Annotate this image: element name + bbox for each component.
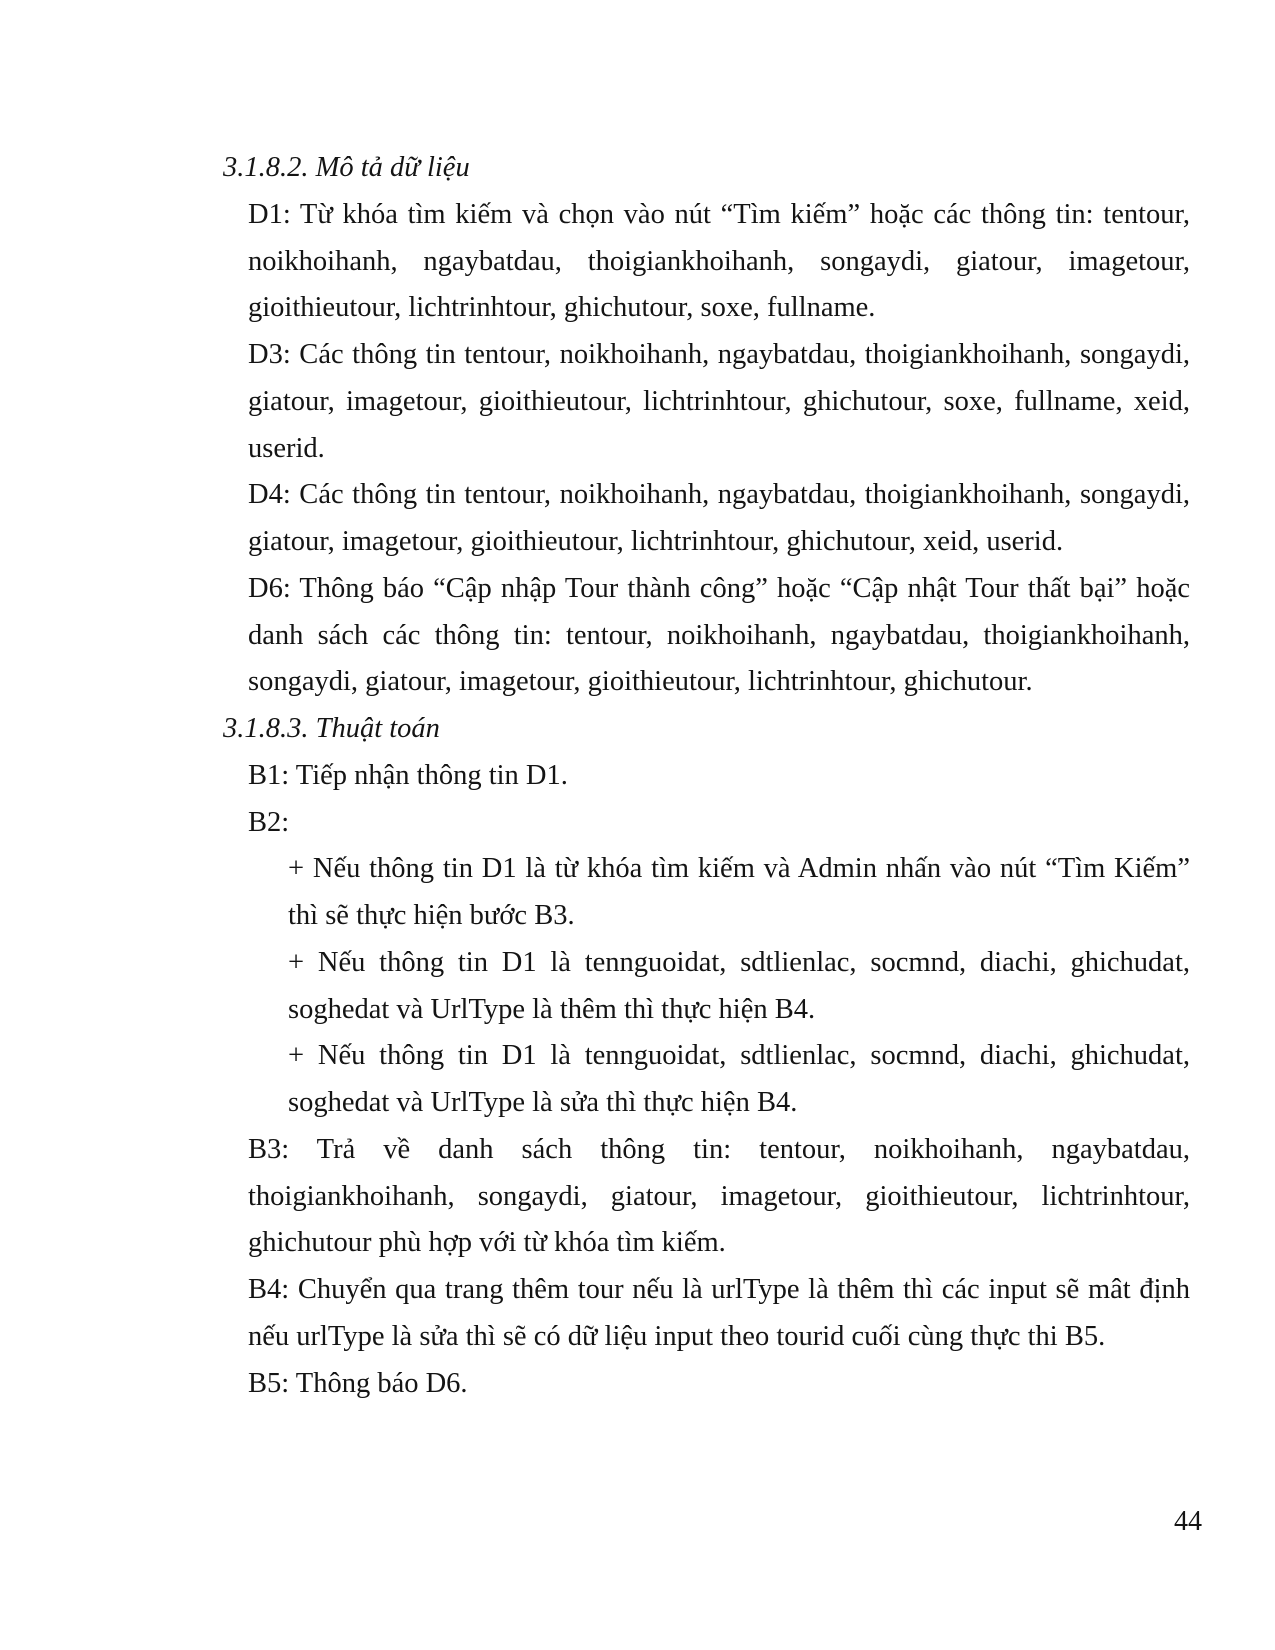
paragraph-d6: D6: Thông báo “Cập nhập Tour thành công” hoặc “Cập nhật Tour thất bại” hoặc danh sách các thông tin: tentour, noikhoihanh, ngaybatdau, thoigiankhoihanh, songaydi, giatour, imagetour, gioithieutour, lichtrinhtour, ghichutour. xyxy=(248,572,1190,698)
bullet-b2-search: + Nếu thông tin D1 là từ khóa tìm kiếm và Admin nhấn vào nút “Tìm Kiếm” thì sẽ thực hiện bước B3. xyxy=(288,853,1190,931)
paragraph-d1: D1: Từ khóa tìm kiếm và chọn vào nút “Tìm kiếm” hoặc các thông tin: tentour, noikhoihanh, ngaybatdau, thoigiankhoihanh, songaydi, giatour, imagetour, gioithieutour, lichtrinhtour, ghichutour, soxe, fullname. xyxy=(248,198,1190,324)
document-content xyxy=(223,145,1190,1407)
page-number: 44 xyxy=(1174,1506,1202,1537)
paragraph-d3: D3: Các thông tin tentour, noikhoihanh, ngaybatdau, thoigiankhoihanh, songaydi, giatour, imagetour, gioithieutour, lichtrinhtour, ghichutour, soxe, fullname, xeid, userid. xyxy=(248,339,1190,464)
paragraph-b4: B4: Chuyển qua trang thêm tour nếu là urlType là thêm thì các input sẽ mât định nếu urlType là sửa thì sẽ có dữ liệu input theo tourid cuối cùng thực thi B5. xyxy=(248,1274,1190,1352)
section-heading-3-1-8-3: 3.1.8.3. Thuật toán xyxy=(223,713,440,744)
bullet-b2-add: + Nếu thông tin D1 là tennguoidat, sdtlienlac, socmnd, diachi, ghichudat, soghedat và UrlType là thêm thì thực hiện B4. xyxy=(288,946,1190,1025)
section-heading-3-1-8-2: 3.1.8.2. Mô tả dữ liệu xyxy=(223,152,470,183)
paragraph-b3: B3: Trả về danh sách thông tin: tentour, noikhoihanh, ngaybatdau, thoigiankhoihanh, songaydi, giatour, imagetour, gioithieutour, lichtrinhtour, ghichutour phù hợp với từ khóa tìm kiếm. xyxy=(248,1133,1190,1259)
bullet-b2-edit: + Nếu thông tin D1 là tennguoidat, sdtlienlac, socmnd, diachi, ghichudat, soghedat và UrlType là sửa thì thực hiện B4. xyxy=(288,1040,1190,1118)
paragraph-d4: D4: Các thông tin tentour, noikhoihanh, ngaybatdau, thoigiankhoihanh, songaydi, giatour, imagetour, gioithieutour, lichtrinhtour, ghichutour, xeid, userid. xyxy=(248,479,1190,557)
paragraph-b5: B5: Thông báo D6. xyxy=(248,1367,468,1399)
paragraph-b1: B1: Tiếp nhận thông tin D1. xyxy=(248,759,568,791)
paragraph-b2: B2: xyxy=(248,806,290,838)
